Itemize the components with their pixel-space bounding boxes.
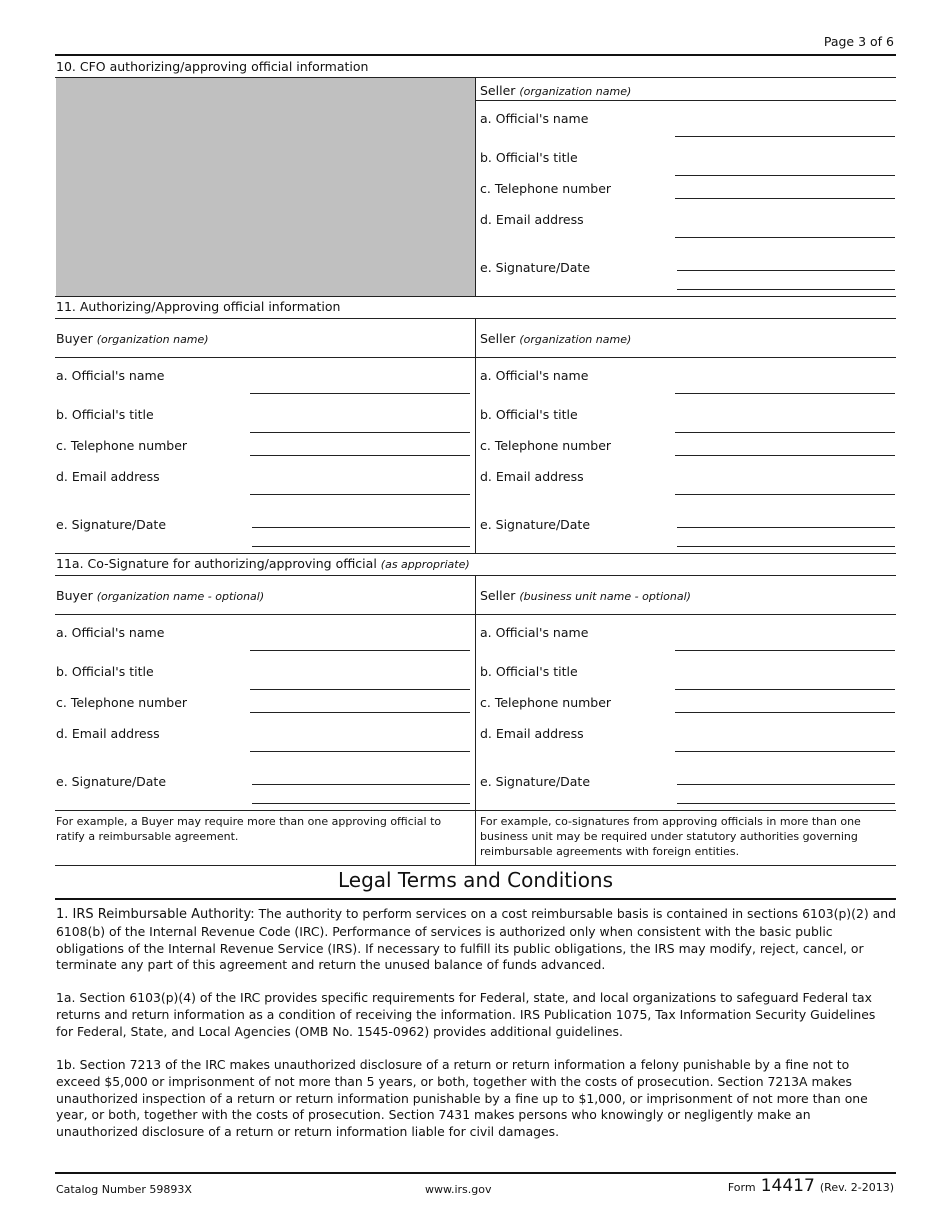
sec10-seller-signature-input[interactable] — [677, 270, 895, 271]
sec10-seller-name-input[interactable] — [675, 136, 895, 137]
sec11a-buyer-email-input[interactable] — [250, 751, 470, 752]
sec11-seller-name-input[interactable] — [675, 393, 895, 394]
sec11a-buyer-title-label: b. Official's title — [56, 664, 154, 679]
sec11-buyer-name-input[interactable] — [250, 393, 470, 394]
sec11a-buyer-phone-label: c. Telephone number — [56, 695, 188, 710]
sec11-seller-name-label: a. Official's name — [480, 368, 589, 383]
divider — [55, 865, 896, 866]
sec11a-seller-header: Seller (business unit name - optional) — [480, 588, 691, 603]
heading-rule — [55, 898, 896, 900]
sec11a-buyer-title-input[interactable] — [250, 689, 470, 690]
sec11-buyer-date-input[interactable] — [252, 546, 470, 547]
sec11a-seller-example: For example, co-signatures from approving officials in more than one business unit may be required under statutory authorities governing reimbursable agreements with foreign entities. — [480, 815, 861, 858]
sec11a-buyer-name-label: a. Official's name — [56, 625, 165, 640]
sec11-buyer-phone-label: c. Telephone number — [56, 438, 188, 453]
sec10-seller-title-label: b. Official's title — [480, 150, 578, 165]
column-divider — [475, 318, 476, 553]
divider — [55, 810, 896, 811]
sec11-buyer-title-input[interactable] — [250, 432, 470, 433]
legal-paragraph-1: 1. IRS Reimbursable Authority: The authority to perform services on a cost reimbursable basis is contained in sections 6103(p)(2) and 6108(b) of the Internal Revenue Code (IRC). Performance of services is authorized only when consistent with the basic public obligations of the Internal Revenue Service (IRS). If necessary to fulfill its public obligations, the IRS may modify, reject, cancel, or terminate any part of this agreement and return the unused balance of funds advanced. — [56, 906, 896, 973]
footer-url[interactable]: www.irs.gov — [425, 1183, 492, 1196]
sec10-seller-email-label: d. Email address — [480, 212, 584, 227]
footer-rule — [55, 1172, 896, 1174]
top-rule — [55, 54, 896, 56]
sec11-seller-title-input[interactable] — [675, 432, 895, 433]
section-10-title: 10. CFO authorizing/approving official information — [56, 59, 369, 74]
sec11-buyer-phone-input[interactable] — [250, 455, 470, 456]
form-id: Form 14417 (Rev. 2-2013) — [727, 1176, 894, 1196]
sec11a-seller-date-input[interactable] — [677, 803, 895, 804]
column-divider — [475, 78, 476, 296]
sec11-seller-signature-label: e. Signature/Date — [480, 517, 591, 532]
sec11-seller-email-input[interactable] — [675, 494, 895, 495]
divider — [476, 100, 896, 101]
sec11a-seller-signature-label: e. Signature/Date — [480, 774, 591, 789]
sec11a-buyer-signature-label: e. Signature/Date — [56, 774, 167, 789]
section-11a-title: 11a. Co-Signature for authorizing/approving official (as appropriate) — [56, 556, 470, 571]
sec11a-seller-title-label: b. Official's title — [480, 664, 578, 679]
sec11a-buyer-name-input[interactable] — [250, 650, 470, 651]
sec11-seller-date-input[interactable] — [677, 546, 895, 547]
sec11-buyer-email-input[interactable] — [250, 494, 470, 495]
page-number: Page 3 of 6 — [823, 34, 894, 49]
sec11a-seller-phone-label: c. Telephone number — [480, 695, 612, 710]
sec10-seller-title-input[interactable] — [675, 175, 895, 176]
sec11a-seller-title-input[interactable] — [675, 689, 895, 690]
sec11a-buyer-date-input[interactable] — [252, 803, 470, 804]
sec11-buyer-email-label: d. Email address — [56, 469, 160, 484]
sec11-buyer-signature-label: e. Signature/Date — [56, 517, 167, 532]
sec11-seller-header: Seller (organization name) — [480, 331, 632, 346]
sec10-seller-header: Seller (organization name) — [480, 83, 632, 98]
sec11a-seller-name-input[interactable] — [675, 650, 895, 651]
sec11-seller-phone-label: c. Telephone number — [480, 438, 612, 453]
sec11a-buyer-example: For example, a Buyer may require more than one approving official to ratify a reimbursable agreement. — [56, 815, 442, 843]
catalog-number: Catalog Number 59893X — [56, 1183, 192, 1196]
sec11a-seller-phone-input[interactable] — [675, 712, 895, 713]
sec11-seller-email-label: d. Email address — [480, 469, 584, 484]
sec11-seller-signature-input[interactable] — [677, 527, 895, 528]
sec11-buyer-name-label: a. Official's name — [56, 368, 165, 383]
sec11-seller-title-label: b. Official's title — [480, 407, 578, 422]
legal-paragraph-1a: 1a. Section 6103(p)(4) of the IRC provides specific requirements for Federal, state, and local organizations to safeguard Federal tax returns and return information as a condition of receiving the information. IRS Publication 1075, Tax Information Security Guidelines for Federal, State, and Local Agencies (OMB No. 1545-0962) provides additional guidelines. — [56, 990, 876, 1039]
sec11-buyer-title-label: b. Official's title — [56, 407, 154, 422]
sec10-seller-signature-label: e. Signature/Date — [480, 260, 591, 275]
sec11-buyer-signature-input[interactable] — [252, 527, 470, 528]
divider — [55, 614, 896, 615]
sec11a-buyer-header: Buyer (organization name - optional) — [56, 588, 265, 603]
divider — [55, 553, 896, 554]
divider — [55, 357, 896, 358]
legal-heading: Legal Terms and Conditions — [337, 868, 614, 892]
sec11-seller-phone-input[interactable] — [675, 455, 895, 456]
column-divider — [475, 575, 476, 865]
sec11-buyer-header: Buyer (organization name) — [56, 331, 209, 346]
sec11a-seller-name-label: a. Official's name — [480, 625, 589, 640]
sec11a-seller-signature-input[interactable] — [677, 784, 895, 785]
divider — [55, 296, 896, 297]
sec11a-seller-email-label: d. Email address — [480, 726, 584, 741]
shaded-area — [56, 78, 475, 296]
sec10-seller-phone-input[interactable] — [675, 198, 895, 199]
sec10-seller-date-input[interactable] — [677, 289, 895, 290]
legal-paragraph-1b: 1b. Section 7213 of the IRC makes unauthorized disclosure of a return or return information a felony punishable by a fine not to exceed $5,000 or imprisonment of not more than 5 years, or both, together with the costs of prosecution. Section 7213A makes unauthorized inspection of a return or return information punishable by a fine up to $1,000, or imprisonment of not more than one year, or both, together with the costs of prosecution. Section 7431 makes persons who knowingly or negligently make an unauthorized disclosure of a return or return information liable for civil damages. — [56, 1057, 868, 1140]
sec11a-buyer-phone-input[interactable] — [250, 712, 470, 713]
sec10-seller-phone-label: c. Telephone number — [480, 181, 612, 196]
sec11a-buyer-email-label: d. Email address — [56, 726, 160, 741]
sec11a-buyer-signature-input[interactable] — [252, 784, 470, 785]
sec10-seller-name-label: a. Official's name — [480, 111, 589, 126]
section-11-title: 11. Authorizing/Approving official information — [56, 299, 341, 314]
sec11a-seller-email-input[interactable] — [675, 751, 895, 752]
sec10-seller-email-input[interactable] — [675, 237, 895, 238]
